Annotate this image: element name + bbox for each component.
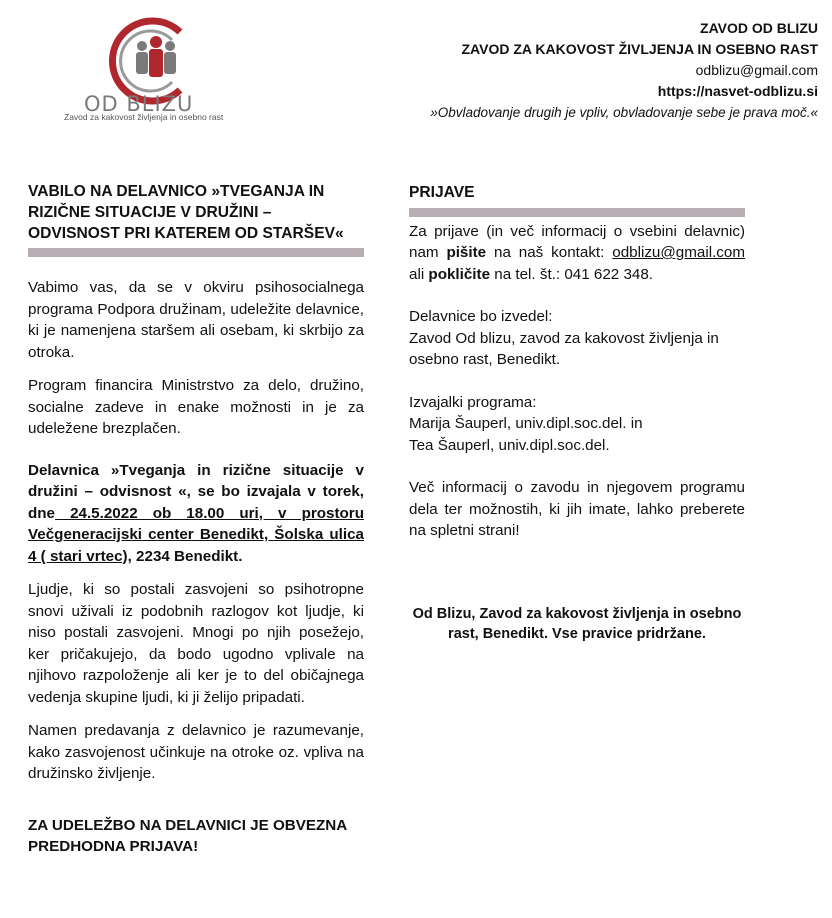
registration-title: PRIJAVE — [409, 184, 475, 201]
organizer-name: Zavod Od blizu, zavod za kakovost življenja in osebno rast, Benedikt. — [409, 329, 719, 368]
registration-email-link[interactable]: odblizu@gmail.com — [612, 244, 745, 261]
org-email[interactable]: odblizu@gmail.com — [695, 62, 818, 78]
logo-name: OD BLIZU — [84, 92, 194, 116]
org-name: ZAVOD OD BLIZU — [700, 20, 818, 36]
organizer-label: Delavnice bo izvedel: — [409, 308, 553, 325]
workshop-date-location: 24.5.2022 ob 18.00 uri, v prostoru Večgeneracijski center Benedikt, Šolska ulica 4 ( stari vrtec) — [28, 504, 364, 565]
title-divider — [28, 248, 364, 257]
more-info-paragraph: Več informacij o zavodu in njegovem programu dela ter možnostih, ki jih imate, lahko preberete na spletni strani! — [409, 479, 745, 539]
invitation-paragraph-1: Vabimo vas, da se v okviru psihosocialnega programa Podpora družinam, udeležite delavnice, ki je namenjena staršem ali osebam, ki skrbijo za otroka. — [28, 279, 364, 361]
registration-notice: ZA UDELEŽBO NA DELAVNICI JE OBVEZNA PREDHODNA PRIJAVA! — [28, 816, 347, 855]
logo-people-icon — [136, 36, 176, 77]
registration-phone: na tel. št.: 041 622 348. — [490, 265, 654, 283]
registration-text-3: ali — [409, 265, 429, 283]
logo-tagline: Zavod za kakovost življenja in osebno rast — [64, 112, 224, 122]
registration-write: pišite — [446, 244, 487, 261]
org-fullname: ZAVOD ZA KAKOVOST ŽIVLJENJA IN OSEBNO RAST — [461, 41, 818, 57]
org-motto: »Obvladovanje drugih je vpliv, obvladovanje sebe je prava moč.« — [430, 105, 818, 120]
providers-label: Izvajalki programa: — [409, 393, 537, 411]
registration-paragraph — [409, 221, 745, 286]
provider-1: Marija Šauperl, univ.dipl.soc.del. in — [409, 415, 643, 432]
registration-text-1: Za prijave (in več informacij o vsebini delavnic) nam — [409, 222, 745, 261]
right-column — [409, 182, 745, 644]
invitation-paragraph-4: Ljudje, ki so postali zasvojeni so psihotropne snovi uživali iz podobnih razlogov kot ljudje, ki niso postali zasvojeni. Mnogi po njih posežejo, ker pričakujejo, da bodo ugodno vplivale na njihovo razpoloženje ali ker je to del običajnega vedenja skupine ljudi, ki ji želijo pripadati. — [28, 581, 364, 706]
workshop-details-intro: Delavnica »Tveganja in rizične situacije v družini – odvisnost «, se bo izvajala v torek, dne — [28, 461, 364, 522]
invitation-paragraph-2: Program financira Ministrstvo za delo, družino, socialne zadeve in enake možnosti in je za udeležene brezplačen. — [28, 377, 364, 437]
org-website[interactable]: https://nasvet-odblizu.si — [657, 83, 818, 99]
invitation-title: VABILO NA DELAVNICO »TVEGANJA IN RIZIČNE SITUACIJE V DRUŽINI – ODVISNOST PRI KATEREM OD STARŠEV« — [28, 183, 344, 242]
invitation-paragraph-5: Namen predavanja z delavnico je razumevanje, kako zasvojenost učinkuje na otroke oz. vpliva na družinsko življenje. — [28, 722, 364, 782]
copyright-footer: Od Blizu, Zavod za kakovost življenja in osebno rast, Benedikt. Vse pravice pridržane. — [412, 605, 742, 642]
workshop-details-end: , 2234 Benedikt. — [127, 547, 243, 565]
provider-2: Tea Šauperl, univ.dipl.soc.del. — [409, 436, 610, 454]
registration-divider — [409, 208, 745, 217]
registration-text-2: na naš kontakt: — [486, 244, 613, 261]
org-header — [430, 18, 818, 123]
registration-call: pokličite — [428, 265, 491, 283]
workshop-details — [28, 460, 364, 568]
left-column — [28, 181, 364, 858]
